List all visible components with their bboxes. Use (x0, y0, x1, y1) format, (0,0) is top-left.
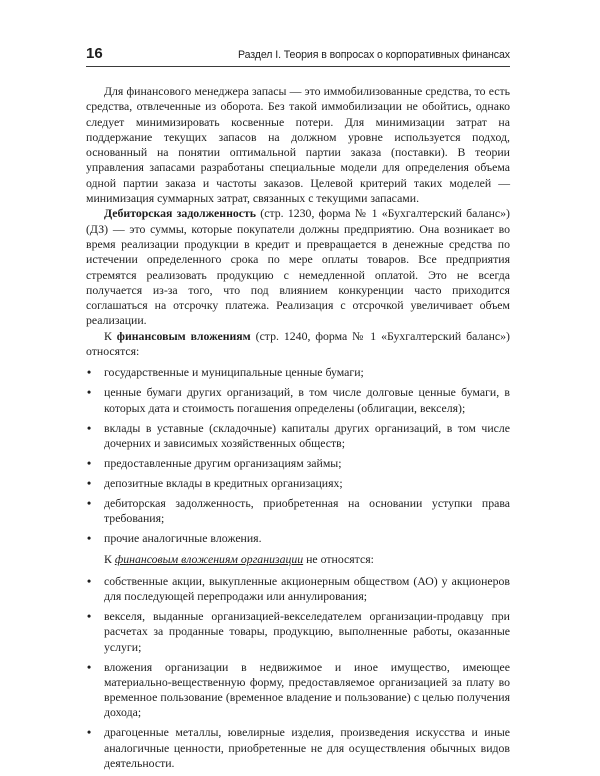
list-item: • вклады в уставные (складочные) капиталы других организаций, в том числе дочерних и зависимых хозяйственных обществ; (87, 420, 510, 450)
receivables-paragraph (86, 206, 510, 328)
list-item: • депозитные вклады в кредитных организациях; (87, 475, 343, 490)
investments-list (86, 365, 510, 546)
investments-prefix: К (104, 328, 117, 343)
bullet-icon: • (87, 455, 92, 470)
body-text (86, 84, 510, 776)
bullet-icon: • (87, 495, 92, 510)
bullet-icon: • (87, 365, 92, 380)
bullet-icon: • (87, 531, 92, 546)
investments-term: финансовым вложениям (116, 328, 251, 343)
list-item: • прочие аналогичные вложения. (87, 531, 262, 546)
bullet-icon: • (87, 573, 92, 588)
not-investments-intro (86, 552, 510, 567)
list-item: • ценные бумаги других организаций, в том числе долговые ценные бумаги, в которых дата и стоимость погашения определены (облигации, векселя); (87, 385, 510, 415)
list-item: • предоставленные другим организациям займы; (87, 455, 342, 470)
running-head: Раздел I. Теория в вопросах о корпоративных финансах (237, 49, 510, 61)
not-investments-suffix: не относятся: (303, 552, 374, 567)
list-item: • собственные акции, выкупленные акционерным обществом (АО) у акционеров для последующей перепродажи или аннулирования; (87, 573, 510, 604)
list-item: • вложения организации в недвижимое и иное имущество, имеющее материально-вещественную форму, предоставляемое организацией за плату во временное пользование (временное владение и пользование) с целью получения дохода; (87, 659, 510, 720)
bullet-icon: • (87, 609, 92, 624)
not-investments-prefix: К (104, 552, 115, 567)
list-item: • дебиторская задолженность, приобретенная на основании уступки права требования; (87, 495, 510, 526)
page-number: 16 (86, 45, 103, 62)
bullet-icon: • (87, 385, 92, 400)
page-header (86, 46, 510, 67)
list-item: • векселя, выданные организацией-векселедателем организации-продавцу при расчетах за проданные товары, продукцию, выполненные работы, оказанные услуги; (87, 609, 510, 654)
investments-suffix: (стр. 1240, форма № 1 «Бухгалтерский баланс») относятся: (86, 328, 510, 359)
inventory-paragraph: Для финансового менеджера запасы — это иммобилизованные средства, то есть средства, отвлеченные из оборота. Без такой иммобилизации не обойтись, однако следует минимизировать косвенные потери. Для минимизации затрат на поддержание текущих запасов на должном уровне используется подход, основанный на понятии оптимальной партии заказа (поставки). В теории управления запасами разработаны специальные модели для определения объема одной партии заказа и частоты заказов. Целевой критерий таких моделей — минимизация суммарных затрат, связанных с текущими запасами. (86, 84, 510, 206)
not-investments-list (86, 574, 510, 772)
list-item: • драгоценные металлы, ювелирные изделия, произведения искусства и иные аналогичные ценности, приобретенные не для осуществления обычных видов деятельности. (87, 725, 510, 771)
bullet-icon: • (87, 659, 92, 674)
not-investments-term: финансовым вложениям организации (114, 552, 304, 567)
investments-intro (86, 329, 510, 360)
bullet-icon: • (87, 420, 92, 435)
bullet-icon: • (87, 475, 92, 490)
receivables-term: Дебиторская задолженность (104, 206, 257, 221)
bullet-icon: • (87, 725, 92, 740)
list-item: • государственные и муниципальные ценные бумаги; (87, 365, 364, 380)
receivables-text: (стр. 1230, форма № 1 «Бухгалтерский баланс») (ДЗ) — это суммы, которые покупатели должны предприятию. Она возникает во время реализации продукции в кредит и превращается в денежные средства по истечении определенного срока по мере оплаты товаров. Все предприятия стремятся реализовать продукцию с немедленной оплатой. Это не всегда получается из-за того, что под влиянием конкуренции часто приходится соглашаться на отсрочку платежа. Реализация с отсрочкой увеличивает объем реализации. (86, 206, 510, 328)
